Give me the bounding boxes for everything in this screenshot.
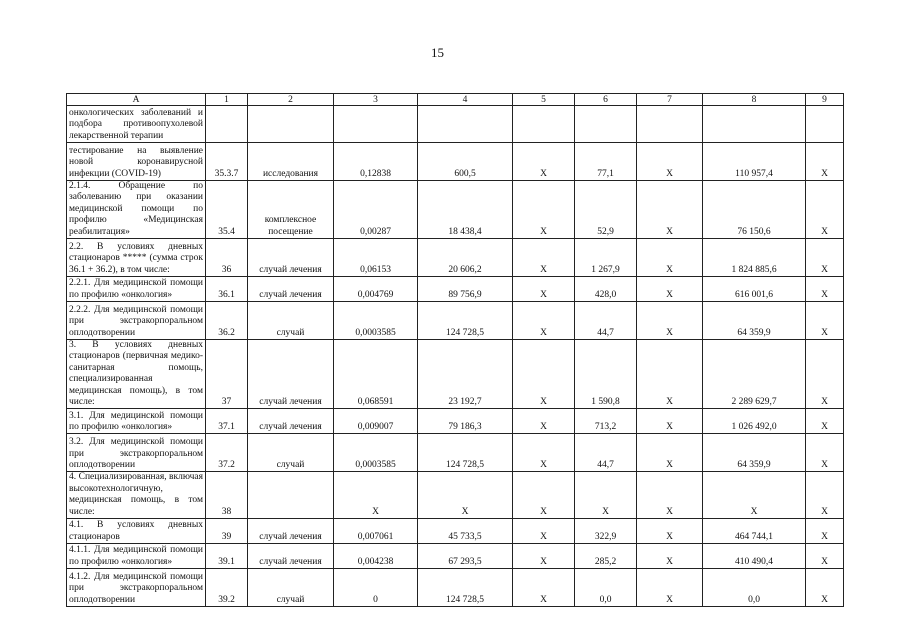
cell-unit: случай [248,569,334,607]
column-header: 2 [248,94,334,106]
column-header: А [67,94,206,106]
cell-col-5: Х [513,544,575,569]
cell-col-5: Х [513,409,575,434]
cell-row-code: 36 [206,239,248,277]
cell-standard-volume: 0,007061 [334,519,418,544]
cell-total-cost: Х [703,472,806,519]
cell-col-7 [637,106,703,143]
cell-per-capita [575,106,637,143]
cell-row-code: 37.1 [206,409,248,434]
cell-standard-volume: 0,004238 [334,544,418,569]
cell-standard-volume: 0,009007 [334,409,418,434]
cell-col-5: Х [513,519,575,544]
cell-row-label: 4.1.2. Для медицинской помощи при экстракорпоральном оплодотворении [67,569,206,607]
cell-row-label: 2.2.2. Для медицинской помощи при экстракорпоральном оплодотворении [67,302,206,340]
cell-standard-volume: 0,06153 [334,239,418,277]
table-row [67,239,844,277]
cell-col-9: Х [806,409,844,434]
cell-col-9: Х [806,519,844,544]
cell-col-9: Х [806,277,844,302]
cell-unit: случай лечения [248,544,334,569]
cell-standard-volume: 0,12838 [334,143,418,181]
cell-col-9: Х [806,302,844,340]
cell-standard-cost: 124 728,5 [418,302,513,340]
cell-col-7: Х [637,277,703,302]
table-row [67,277,844,302]
cell-col-9: Х [806,434,844,472]
column-header: 5 [513,94,575,106]
cell-col-7: Х [637,239,703,277]
cell-standard-volume: 0 [334,569,418,607]
cell-col-5: Х [513,143,575,181]
cell-col-5: Х [513,340,575,409]
cell-per-capita: 44,7 [575,434,637,472]
cell-row-label: 3.2. Для медицинской помощи при экстракорпоральном оплодотворении [67,434,206,472]
cell-col-7: Х [637,569,703,607]
cell-row-code [206,106,248,143]
cell-per-capita: 713,2 [575,409,637,434]
cell-unit: случай [248,434,334,472]
cell-per-capita: 1 590,8 [575,340,637,409]
table-row [67,181,844,239]
cell-standard-cost: 45 733,5 [418,519,513,544]
cell-col-7: Х [637,340,703,409]
cell-per-capita: 1 267,9 [575,239,637,277]
cell-col-7: Х [637,472,703,519]
cell-per-capita: Х [575,472,637,519]
cell-standard-volume: 0,004769 [334,277,418,302]
cell-standard-cost: 600,5 [418,143,513,181]
cell-col-5: Х [513,472,575,519]
data-table [66,93,844,607]
cell-row-label: 2.1.4. Обращение по заболеванию при оказании медицинской помощи по профилю «Медицинская реабилитация» [67,181,206,239]
cell-total-cost: 110 957,4 [703,143,806,181]
table-header-row [67,94,844,106]
column-header: 3 [334,94,418,106]
cell-unit: случай лечения [248,277,334,302]
cell-row-label: 3.1. Для медицинской помощи по профилю «онкология» [67,409,206,434]
cell-col-9: Х [806,239,844,277]
cell-unit: случай лечения [248,519,334,544]
cell-col-7: Х [637,434,703,472]
cell-total-cost: 2 289 629,7 [703,340,806,409]
cell-col-5: Х [513,434,575,472]
cell-total-cost: 1 026 492,0 [703,409,806,434]
table-row [67,544,844,569]
page-number: 15 [431,45,444,60]
cell-row-label: тестирование на выявление новой коронавирусной инфекции (COVID-19) [67,143,206,181]
cell-row-label: 4. Специализированная, включая высокотехнологичную, медицинская помощь, в том числе: [67,472,206,519]
cell-total-cost: 64 359,9 [703,302,806,340]
column-header: 8 [703,94,806,106]
cell-standard-cost: 79 186,3 [418,409,513,434]
cell-standard-cost: 23 192,7 [418,340,513,409]
table-row [67,519,844,544]
cell-total-cost: 464 744,1 [703,519,806,544]
table-row [67,409,844,434]
cell-row-code: 39 [206,519,248,544]
cell-standard-volume: 0,00287 [334,181,418,239]
cell-row-code: 35.4 [206,181,248,239]
cell-col-7: Х [637,302,703,340]
cell-unit: исследования [248,143,334,181]
cell-per-capita: 44,7 [575,302,637,340]
cell-standard-cost: 18 438,4 [418,181,513,239]
column-header: 9 [806,94,844,106]
cell-row-code: 39.2 [206,569,248,607]
cell-unit [248,106,334,143]
cell-standard-volume: 0,0003585 [334,302,418,340]
cell-total-cost: 616 001,6 [703,277,806,302]
cell-standard-cost [418,106,513,143]
cell-total-cost: 410 490,4 [703,544,806,569]
cell-row-label: онкологических заболеваний и подбора противоопухолевой лекарственной терапии [67,106,206,143]
cell-col-9 [806,106,844,143]
cell-row-code: 38 [206,472,248,519]
cell-row-code: 36.1 [206,277,248,302]
cell-col-5 [513,106,575,143]
cell-row-code: 39.1 [206,544,248,569]
table-row [67,569,844,607]
column-header: 6 [575,94,637,106]
cell-col-7: Х [637,544,703,569]
cell-standard-volume: Х [334,472,418,519]
cell-unit: случай лечения [248,340,334,409]
cell-row-code: 35.3.7 [206,143,248,181]
table-row [67,302,844,340]
table-row [67,472,844,519]
cell-col-9: Х [806,143,844,181]
cell-standard-cost: 124 728,5 [418,434,513,472]
cell-col-9: Х [806,340,844,409]
cell-total-cost: 64 359,9 [703,434,806,472]
cell-col-5: Х [513,569,575,607]
cell-standard-cost: 89 756,9 [418,277,513,302]
cell-per-capita: 77,1 [575,143,637,181]
cell-standard-cost: 20 606,2 [418,239,513,277]
cell-col-5: Х [513,181,575,239]
cell-row-code: 36.2 [206,302,248,340]
cell-standard-cost: 67 293,5 [418,544,513,569]
cell-row-label: 2.2. В условиях дневных стационаров ***** (сумма строк 36.1 + 36.2), в том числе: [67,239,206,277]
cell-row-code: 37 [206,340,248,409]
cell-col-5: Х [513,239,575,277]
cell-row-label: 2.2.1. Для медицинской помощи по профилю «онкология» [67,277,206,302]
cell-total-cost: 0,0 [703,569,806,607]
cell-unit: комплексное посещение [248,181,334,239]
cell-standard-cost: Х [418,472,513,519]
cell-col-5: Х [513,277,575,302]
cell-standard-volume: 0,068591 [334,340,418,409]
cell-row-label: 3. В условиях дневных стационаров (первичная медико-санитарная помощь, специализированная медицинская помощь), в том числе: [67,340,206,409]
table-row [67,340,844,409]
cell-standard-volume [334,106,418,143]
cell-per-capita: 52,9 [575,181,637,239]
cell-total-cost: 76 150,6 [703,181,806,239]
table-row [67,434,844,472]
cell-col-9: Х [806,472,844,519]
cell-per-capita: 322,9 [575,519,637,544]
cell-col-7: Х [637,409,703,434]
cell-standard-cost: 124 728,5 [418,569,513,607]
cell-col-9: Х [806,569,844,607]
cell-row-code: 37.2 [206,434,248,472]
cell-total-cost [703,106,806,143]
cell-per-capita: 428,0 [575,277,637,302]
table-row [67,106,844,143]
table-row [67,143,844,181]
column-header: 7 [637,94,703,106]
cell-total-cost: 1 824 885,6 [703,239,806,277]
cell-unit: случай лечения [248,409,334,434]
cell-col-7: Х [637,181,703,239]
cell-unit: случай лечения [248,239,334,277]
cell-col-5: Х [513,302,575,340]
column-header: 4 [418,94,513,106]
cell-standard-volume: 0,0003585 [334,434,418,472]
cell-per-capita: 0,0 [575,569,637,607]
column-header: 1 [206,94,248,106]
cell-col-9: Х [806,544,844,569]
cell-per-capita: 285,2 [575,544,637,569]
cell-col-7: Х [637,143,703,181]
cell-col-7: Х [637,519,703,544]
cell-col-9: Х [806,181,844,239]
cell-unit: случай [248,302,334,340]
cell-row-label: 4.1.1. Для медицинской помощи по профилю «онкология» [67,544,206,569]
cell-row-label: 4.1. В условиях дневных стационаров [67,519,206,544]
cell-unit [248,472,334,519]
